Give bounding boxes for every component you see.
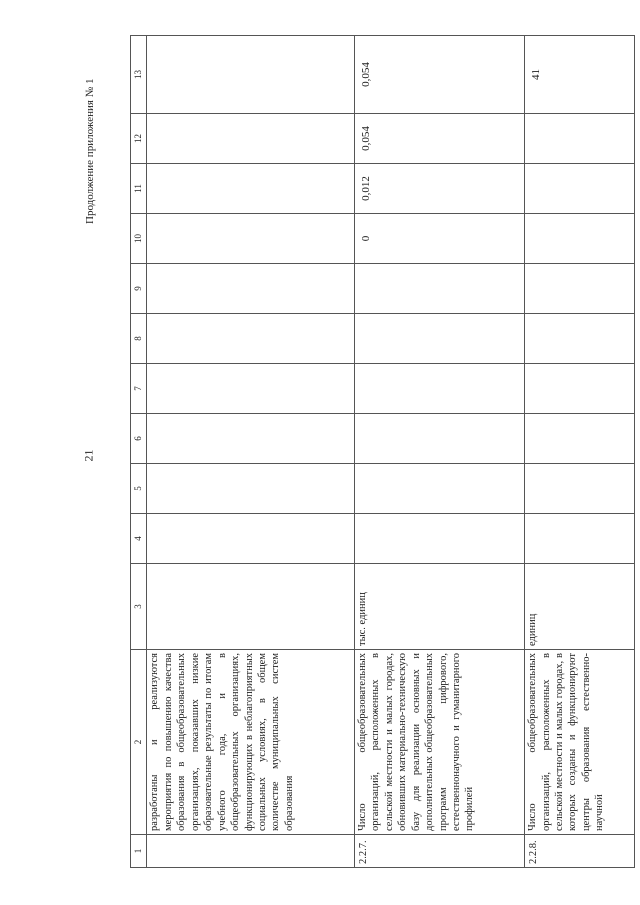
table-row [525,36,635,868]
table-row [354,36,524,868]
row-value [147,114,355,164]
row-value [354,314,524,364]
row-value [525,314,635,364]
col-number: 7 [131,364,147,414]
col-number: 5 [131,464,147,514]
row-value [525,114,635,164]
col-number: 8 [131,314,147,364]
col-number: 1 [131,835,147,868]
rotated-table-sheet [130,36,635,868]
row-value: 0,054 [354,36,524,114]
row-value: 0 [354,214,524,264]
row-value [525,164,635,214]
appendix-label: Продолжение приложения № 1 [84,78,96,224]
row-value [147,314,355,364]
row-value [354,364,524,414]
row-value [147,164,355,214]
row-description: разработаны и реализуются мероприятия по повышению качества образования в общеобразовательных организациях, показавших низкие образовательные результаты по итогам учебного года, и в общеобразовательных организациях, функционирующих в неблагоприятных социальных условиях, в общем количестве муниципальных систем образования [147,650,355,835]
table-row [147,36,355,868]
col-number: 4 [131,514,147,564]
row-unit: единиц [525,564,635,650]
row-value [525,214,635,264]
row-value: 41 [525,36,635,114]
row-value [354,414,524,464]
indicator-table [130,35,635,868]
col-number: 9 [131,264,147,314]
row-value [525,264,635,314]
col-number: 6 [131,414,147,464]
row-value [354,514,524,564]
row-value: 0,012 [354,164,524,214]
row-value [147,264,355,314]
row-number: 2.2.7. [354,835,524,868]
row-description: Число общеобразовательных организаций, расположенных в сельской местности и малых городах, в которых созданы и функционируют центры образования естественно-научной [525,650,635,835]
row-value [147,414,355,464]
page-number: 21 [81,449,96,462]
row-value [525,464,635,514]
row-value [525,364,635,414]
col-number: 11 [131,164,147,214]
row-value [354,264,524,314]
row-value [147,364,355,414]
col-number: 10 [131,214,147,264]
row-number [147,835,355,868]
row-number: 2.2.8. [525,835,635,868]
col-number: 13 [131,36,147,114]
row-value [525,514,635,564]
col-number: 3 [131,564,147,650]
row-value [147,514,355,564]
col-number: 12 [131,114,147,164]
column-number-row [131,36,147,868]
col-number: 2 [131,650,147,835]
row-value: 0,054 [354,114,524,164]
row-value [147,464,355,514]
row-value [147,214,355,264]
row-value [354,464,524,514]
row-unit [147,564,355,650]
row-description: Число общеобразовательных организаций, расположенных в сельской местности и малых городах, обновивших материально-техническую базу для реализации основных и дополнительных общеобразовательных программ цифрового, естественнонаучного и гуманитарного профилей [354,650,524,835]
row-unit: тыс. единиц [354,564,524,650]
row-value [525,414,635,464]
row-value [147,36,355,114]
